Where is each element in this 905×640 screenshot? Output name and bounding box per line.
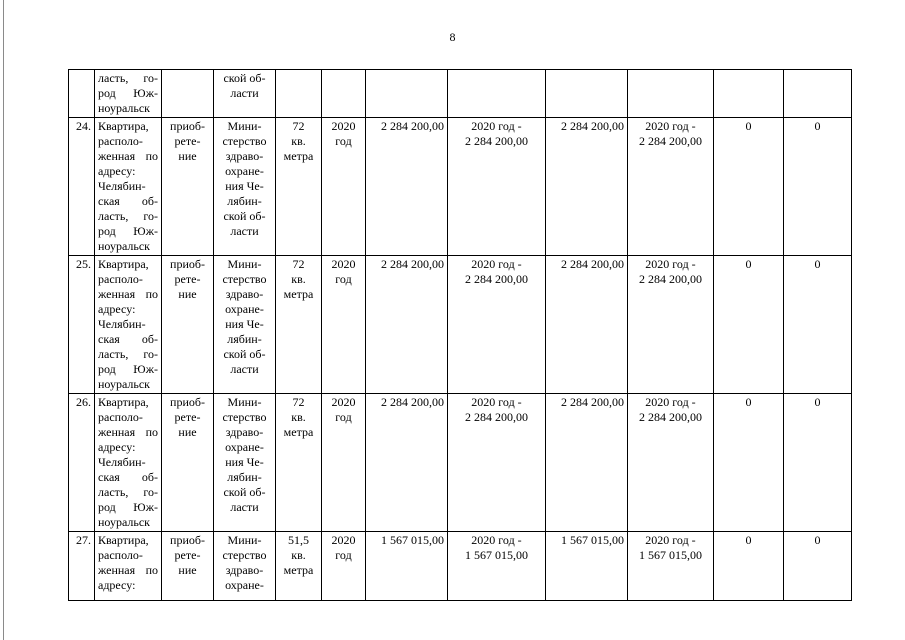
- cell-area: [276, 532, 322, 601]
- cell-line: Мини-: [227, 119, 262, 133]
- cell-object: [95, 70, 162, 118]
- cell-line: женная по: [98, 563, 158, 577]
- cell-line: женная по: [98, 287, 158, 301]
- cell-object: [95, 532, 162, 601]
- cell-line: ния Че-: [225, 317, 264, 331]
- cell-line: 2020 год -: [471, 119, 522, 133]
- cell-line: рете-: [174, 548, 201, 562]
- cell-line: метра: [283, 149, 314, 163]
- cell-line: ния Че-: [225, 455, 264, 469]
- cell-line: ласть, го-: [98, 485, 158, 499]
- table-row: [69, 256, 852, 394]
- cell-line: стерство: [222, 134, 267, 148]
- cell-num: [69, 394, 95, 532]
- cell-line: ноуральск: [98, 101, 151, 115]
- cell-line: приоб-: [170, 257, 205, 271]
- cell-line: Квартира,: [98, 395, 149, 409]
- cell-line: 2020: [331, 533, 356, 547]
- cell-area: [276, 70, 322, 118]
- cell-line: лябин-: [227, 194, 262, 208]
- cell-cost2: [546, 394, 628, 532]
- cell-line: здраво-: [225, 149, 264, 163]
- cell-year: [322, 532, 366, 601]
- cell-method: [162, 256, 214, 394]
- cell-text: 24.: [76, 119, 91, 133]
- cell-year: [322, 256, 366, 394]
- property-table: [68, 69, 852, 601]
- cell-line: метра: [283, 563, 314, 577]
- cell-line: 2020 год -: [471, 257, 522, 271]
- cell-line: 2020 год -: [645, 257, 696, 271]
- cell-line: Квартира,: [98, 533, 149, 547]
- cell-text: 2 284 200,00: [381, 119, 444, 133]
- cell-line: охране-: [225, 302, 264, 316]
- cell-text: 1 567 015,00: [381, 533, 444, 547]
- cell-cost2: [546, 532, 628, 601]
- cell-text: 2 284 200,00: [381, 395, 444, 409]
- cell-customer: [214, 256, 276, 394]
- cell-line: год: [335, 134, 352, 148]
- cell-line: рете-: [174, 134, 201, 148]
- cell-line: адресу:: [98, 164, 136, 178]
- cell-z1: [714, 70, 784, 118]
- cell-customer: [214, 70, 276, 118]
- cell-cost2: [546, 118, 628, 256]
- cell-z2: [784, 256, 852, 394]
- cell-line: Мини-: [227, 533, 262, 547]
- cell-line: Мини-: [227, 395, 262, 409]
- cell-line: стерство: [222, 548, 267, 562]
- cell-line: 2 284 200,00: [639, 134, 702, 148]
- cell-text: 0: [814, 395, 821, 409]
- cell-line: 2020 год -: [645, 395, 696, 409]
- cell-line: стерство: [222, 272, 267, 286]
- cell-line: 2 284 200,00: [639, 272, 702, 286]
- cell-line: ская об-: [98, 332, 158, 346]
- page-number: 8: [449, 30, 456, 44]
- cell-line: ской об-: [223, 347, 266, 361]
- cell-line: рете-: [174, 410, 201, 424]
- cell-text: 0: [814, 119, 821, 133]
- cell-plan2: [628, 70, 714, 118]
- cell-line: адресу:: [98, 302, 136, 316]
- cell-year: [322, 394, 366, 532]
- cell-cost: [366, 70, 448, 118]
- cell-method: [162, 118, 214, 256]
- cell-z1: [714, 394, 784, 532]
- cell-cost: [366, 256, 448, 394]
- cell-text: 26.: [76, 395, 91, 409]
- cell-line: адресу:: [98, 578, 136, 592]
- cell-line: ской об-: [223, 485, 266, 499]
- cell-z2: [784, 118, 852, 256]
- cell-line: ласть, го-: [98, 71, 158, 85]
- cell-z2: [784, 394, 852, 532]
- cell-line: охране-: [225, 440, 264, 454]
- cell-plan: [448, 394, 546, 532]
- cell-line: Челябин-: [98, 179, 146, 193]
- cell-area: [276, 256, 322, 394]
- cell-customer: [214, 532, 276, 601]
- cell-line: 2020: [331, 257, 356, 271]
- cell-text: 1 567 015,00: [561, 533, 624, 547]
- cell-object: [95, 256, 162, 394]
- cell-line: 51,5: [288, 533, 309, 547]
- cell-text: 0: [745, 257, 752, 271]
- cell-line: ноуральск: [98, 377, 151, 391]
- cell-text: 2 284 200,00: [561, 119, 624, 133]
- cell-line: 2020 год -: [645, 119, 696, 133]
- cell-line: ноуральск: [98, 239, 151, 253]
- cell-line: год: [335, 548, 352, 562]
- cell-line: 72: [292, 395, 305, 409]
- cell-text: 0: [745, 395, 752, 409]
- cell-line: 2 284 200,00: [465, 272, 528, 286]
- cell-text: 27.: [76, 533, 91, 547]
- cell-num: [69, 256, 95, 394]
- cell-line: ние: [178, 287, 197, 301]
- cell-text: 0: [745, 533, 752, 547]
- cell-year: [322, 70, 366, 118]
- scan-edge-line: [3, 0, 4, 640]
- cell-method: [162, 532, 214, 601]
- cell-line: ласти: [230, 86, 259, 100]
- cell-line: 2020 год -: [645, 533, 696, 547]
- cell-line: Челябин-: [98, 455, 146, 469]
- cell-text: 0: [814, 257, 821, 271]
- cell-method: [162, 394, 214, 532]
- cell-line: ние: [178, 149, 197, 163]
- cell-line: род Юж-: [98, 362, 158, 376]
- cell-line: 2020: [331, 119, 356, 133]
- cell-customer: [214, 394, 276, 532]
- cell-line: ние: [178, 563, 197, 577]
- cell-line: ласти: [230, 362, 259, 376]
- cell-line: ноуральск: [98, 515, 151, 529]
- cell-z2: [784, 70, 852, 118]
- cell-cost: [366, 394, 448, 532]
- table-row: [69, 532, 852, 601]
- cell-line: 2020 год -: [471, 533, 522, 547]
- cell-object: [95, 118, 162, 256]
- cell-line: 2020 год -: [471, 395, 522, 409]
- cell-line: кв.: [291, 548, 306, 562]
- cell-line: женная по: [98, 149, 158, 163]
- cell-area: [276, 118, 322, 256]
- cell-line: ние: [178, 425, 197, 439]
- cell-line: ласть, го-: [98, 347, 158, 361]
- cell-line: располо-: [98, 410, 143, 424]
- cell-line: 72: [292, 257, 305, 271]
- cell-line: здраво-: [225, 287, 264, 301]
- cell-num: [69, 118, 95, 256]
- cell-z1: [714, 532, 784, 601]
- cell-z2: [784, 532, 852, 601]
- cell-plan2: [628, 118, 714, 256]
- cell-cost2: [546, 70, 628, 118]
- cell-line: женная по: [98, 425, 158, 439]
- cell-line: кв.: [291, 272, 306, 286]
- cell-line: 1 567 015,00: [639, 548, 702, 562]
- cell-plan2: [628, 394, 714, 532]
- cell-line: приоб-: [170, 395, 205, 409]
- cell-cost: [366, 118, 448, 256]
- cell-text: 2 284 200,00: [561, 395, 624, 409]
- cell-line: располо-: [98, 272, 143, 286]
- cell-text: 25.: [76, 257, 91, 271]
- cell-num: [69, 70, 95, 118]
- cell-line: приоб-: [170, 533, 205, 547]
- cell-line: ской об-: [223, 209, 266, 223]
- cell-line: год: [335, 272, 352, 286]
- cell-line: ласти: [230, 500, 259, 514]
- cell-line: лябин-: [227, 332, 262, 346]
- cell-line: ской об-: [223, 71, 266, 85]
- cell-cost: [366, 532, 448, 601]
- cell-line: кв.: [291, 134, 306, 148]
- cell-plan: [448, 70, 546, 118]
- cell-line: 2 284 200,00: [465, 134, 528, 148]
- cell-line: ласть, го-: [98, 209, 158, 223]
- cell-line: 72: [292, 119, 305, 133]
- cell-year: [322, 118, 366, 256]
- cell-line: здраво-: [225, 425, 264, 439]
- cell-line: 2 284 200,00: [639, 410, 702, 424]
- cell-text: 0: [814, 533, 821, 547]
- cell-line: приоб-: [170, 119, 205, 133]
- cell-line: Мини-: [227, 257, 262, 271]
- cell-plan: [448, 532, 546, 601]
- cell-line: 2 284 200,00: [465, 410, 528, 424]
- cell-text: 2 284 200,00: [561, 257, 624, 271]
- cell-z1: [714, 256, 784, 394]
- table-row-continuation: [69, 70, 852, 118]
- cell-line: рете-: [174, 272, 201, 286]
- cell-line: ласти: [230, 224, 259, 238]
- cell-line: род Юж-: [98, 500, 158, 514]
- cell-object: [95, 394, 162, 532]
- cell-area: [276, 394, 322, 532]
- cell-line: лябин-: [227, 470, 262, 484]
- cell-plan2: [628, 532, 714, 601]
- cell-plan: [448, 118, 546, 256]
- cell-text: 2 284 200,00: [381, 257, 444, 271]
- cell-line: год: [335, 410, 352, 424]
- cell-line: адресу:: [98, 440, 136, 454]
- cell-line: располо-: [98, 134, 143, 148]
- cell-plan: [448, 256, 546, 394]
- cell-line: метра: [283, 287, 314, 301]
- cell-line: метра: [283, 425, 314, 439]
- cell-line: кв.: [291, 410, 306, 424]
- cell-line: ния Че-: [225, 179, 264, 193]
- cell-line: ская об-: [98, 194, 158, 208]
- cell-line: здраво-: [225, 563, 264, 577]
- cell-method: [162, 70, 214, 118]
- cell-num: [69, 532, 95, 601]
- cell-line: Челябин-: [98, 317, 146, 331]
- cell-line: располо-: [98, 548, 143, 562]
- cell-line: род Юж-: [98, 86, 158, 100]
- cell-text: 0: [745, 119, 752, 133]
- cell-z1: [714, 118, 784, 256]
- cell-plan2: [628, 256, 714, 394]
- cell-line: стерство: [222, 410, 267, 424]
- cell-line: охране-: [225, 164, 264, 178]
- table-row: [69, 394, 852, 532]
- cell-line: охране-: [225, 578, 264, 592]
- cell-line: род Юж-: [98, 224, 158, 238]
- cell-cost2: [546, 256, 628, 394]
- cell-line: 1 567 015,00: [465, 548, 528, 562]
- cell-customer: [214, 118, 276, 256]
- cell-line: Квартира,: [98, 119, 149, 133]
- cell-line: 2020: [331, 395, 356, 409]
- cell-line: ская об-: [98, 470, 158, 484]
- table-row: [69, 118, 852, 256]
- cell-line: Квартира,: [98, 257, 149, 271]
